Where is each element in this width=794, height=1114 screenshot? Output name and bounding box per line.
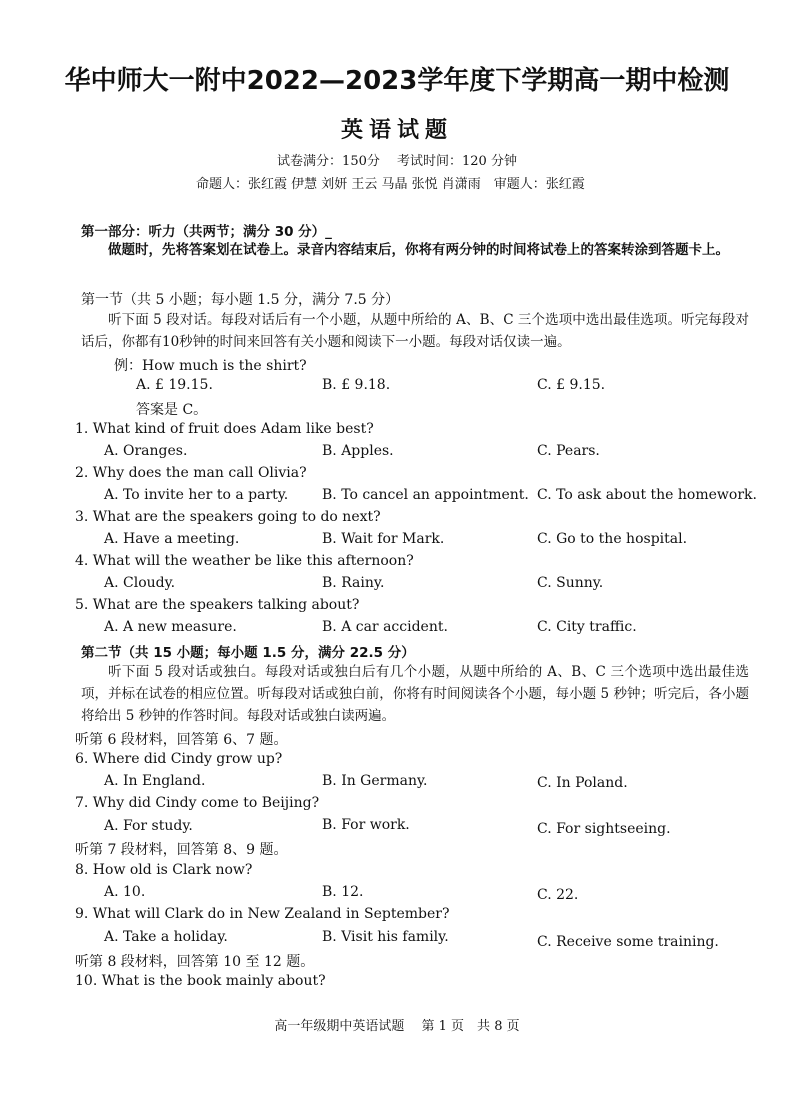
q3-option-a: A. Have a meeting. — [104, 531, 240, 547]
exam-authors: 命题人：张红霞 伊慧 刘妍 王云 马晶 张悦 肖潇雨 审题人：张红霞 — [196, 177, 585, 192]
material-8-note: 听第 8 段材料，回答第 10 至 12 题。 — [75, 954, 315, 970]
question-2: 2. Why does the man call Olivia? — [75, 465, 307, 481]
q9-option-c: C. Receive some training. — [537, 934, 719, 950]
example-answer: 答案是 C。 — [136, 402, 208, 418]
section2-heading: 第二节（共 15 小题；每小题 1.5 分，满分 22.5 分） — [81, 645, 415, 661]
q1-option-c: C. Pears. — [537, 443, 600, 459]
q9-option-a: A. Take a holiday. — [104, 929, 228, 945]
exam-title: 华中师大一附中2022—2023学年度下学期高一期中检测 — [64, 66, 730, 96]
example-option-c: C. £ 9.15. — [537, 377, 606, 393]
example-option-a: A. £ 19.15. — [136, 377, 213, 393]
q1-option-b: B. Apples. — [322, 443, 394, 459]
q6-option-b: B. In Germany. — [322, 773, 428, 789]
q2-option-c: C. To ask about the homework. — [537, 487, 757, 503]
question-8: 8. How old is Clark now? — [75, 862, 253, 878]
part1-heading: 第一部分：听力（共两节；满分 30 分）_ — [81, 224, 332, 240]
q1-option-a: A. Oranges. — [104, 443, 188, 459]
q4-option-c: C. Sunny. — [537, 575, 604, 591]
q2-option-b: B. To cancel an appointment. — [322, 487, 529, 503]
q9-option-b: B. Visit his family. — [322, 929, 449, 945]
q6-option-a: A. In England. — [104, 773, 206, 789]
q3-option-c: C. Go to the hospital. — [537, 531, 688, 547]
section1-instructions: 听下面 5 段对话。每段对话后有一个小题，从题中所给的 A、B、C 三个选项中选出最佳选项。听完每段对话后，你都有10秒钟的时间来回答有关小题和阅读下一小题。每段对话仅读一遍。 — [81, 312, 749, 350]
part1-instructions: 做题时，先将答案划在试卷上。录音内容结束后，你将有两分钟的时间将试卷上的答案转涂到答题卡上。 — [108, 242, 729, 258]
question-7: 7. Why did Cindy come to Beijing? — [75, 795, 320, 811]
page-footer: 高一年级期中英语试题 第 1 页 共 8 页 — [274, 1019, 520, 1034]
q5-option-c: C. City traffic. — [537, 619, 637, 635]
section1-heading: 第一节（共 5 小题；每小题 1.5 分，满分 7.5 分） — [81, 292, 400, 308]
q7-option-b: B. For work. — [322, 817, 410, 833]
q2-option-a: A. To invite her to a party. — [104, 487, 289, 503]
material-6-note: 听第 6 段材料，回答第 6、7 题。 — [75, 732, 288, 748]
q4-option-a: A. Cloudy. — [104, 575, 176, 591]
section2-instructions: 听下面 5 段对话或独白。每段对话或独白后有几个小题，从题中所给的 A、B、C 三个选项中选出最佳选项，并标在试卷的相应位置。听每段对话或独白前，你将有时间阅读各个小题，每小题 5 秒钟；听完后，各小题将给出 5 秒钟的作答时间。每段对话或独白读两遍。 — [81, 664, 749, 724]
q4-option-b: B. Rainy. — [322, 575, 385, 591]
question-9: 9. What will Clark do in New Zealand in September? — [75, 906, 450, 922]
exam-subtitle: 英语试题 — [340, 118, 453, 143]
question-4: 4. What will the weather be like this afternoon? — [75, 553, 414, 569]
example-question: 例：How much is the shirt? — [114, 358, 307, 374]
q5-option-a: A. A new measure. — [104, 619, 237, 635]
question-6: 6. Where did Cindy grow up? — [75, 751, 283, 767]
q8-option-c: C. 22. — [537, 887, 579, 903]
q8-option-a: A. 10. — [104, 884, 146, 900]
q7-option-c: C. For sightseeing. — [537, 821, 671, 837]
material-7-note: 听第 7 段材料，回答第 8、9 题。 — [75, 842, 288, 858]
question-10: 10. What is the book mainly about? — [75, 973, 326, 989]
example-option-b: B. £ 9.18. — [322, 377, 391, 393]
q5-option-b: B. A car accident. — [322, 619, 448, 635]
q3-option-b: B. Wait for Mark. — [322, 531, 445, 547]
question-3: 3. What are the speakers going to do next? — [75, 509, 381, 525]
exam-score-time: 试卷满分：150分 考试时间：120 分钟 — [277, 154, 517, 169]
question-1: 1. What kind of fruit does Adam like best? — [75, 421, 374, 437]
question-5: 5. What are the speakers talking about? — [75, 597, 360, 613]
q6-option-c: C. In Poland. — [537, 775, 628, 791]
q7-option-a: A. For study. — [104, 818, 193, 834]
q8-option-b: B. 12. — [322, 884, 364, 900]
